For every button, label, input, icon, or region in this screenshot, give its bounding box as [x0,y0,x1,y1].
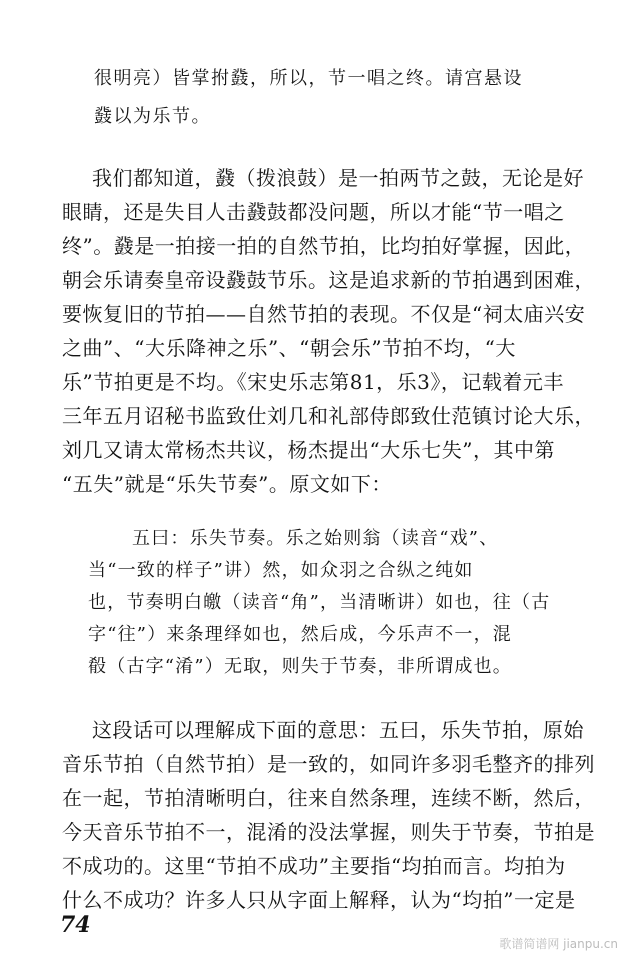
quote-block-line: 殽（古字“淆”）无取，则失于节奏，非所谓成也。 [88,656,513,677]
paragraph-line: 今天音乐节拍不一，混淆的没法掌握，则失于节奏，节拍是 [62,820,595,844]
paragraph-line: 在一起，节拍清晰明白，往来自然条理，连续不断，然后， [62,786,595,810]
paragraph-line: 我们都知道，鼗（拨浪鼓）是一拍两节之鼓，无论是好 [92,166,584,190]
quote-block-line: 也，节奏明白皦（读音“角”，当清晰讲）如也，往（古 [88,592,551,613]
paragraph-line: “五失”就是“乐失节奏”。原文如下： [62,472,392,496]
paragraph-line: 三年五月诏秘书监致仕刘几和礼部侍郎致仕范镇讨论大乐， [62,404,595,428]
quote-block-line: 当“一致的样子”讲）然，如众羽之合纵之纯如 [88,560,474,581]
site-watermark: 歌谱简谱网 jianpu.cn [499,937,618,951]
paragraph-line: 什么不成功？许多人只从字面上解释，认为“均拍”一定是 [62,888,576,912]
paragraph-line: 之曲”、“大乐降神之乐”、“朝会乐”节拍不均，“大 [62,336,516,360]
quote-block-line: 字“往”）来条理绎如也，然后成，今乐声不一，混 [88,624,513,645]
paragraph-line: 乐”节拍更是不均。《宋史乐志第81，乐3》，记载着元丰 [62,370,564,394]
paragraph-line: 这段话可以理解成下面的意思：五曰，乐失节拍，原始 [92,718,584,742]
paragraph-line: 刘几又请太常杨杰共议，杨杰提出“大乐七失”，其中第 [62,438,555,462]
page-number: 74 [60,912,91,938]
quote-block-line: 五曰：乐失节奏。乐之始则翁（读音“戏”、 [132,528,499,549]
paragraph-line: 音乐节拍（自然节拍）是一致的，如同许多羽毛整齐的排列 [62,752,595,776]
paragraph-line: 要恢复旧的节拍——自然节拍的表现。不仅是“祠太庙兴安 [62,302,586,326]
paragraph-line: 朝会乐请奏皇帝设鼗鼓节乐。这是追求新的节拍遇到困难， [62,268,595,292]
quote-top-line: 很明亮）皆掌拊鼗，所以，节一唱之终。请宫悬设 [94,68,523,89]
paragraph-line: 终”。鼗是一拍接一拍的自然节拍，比均拍好掌握，因此， [62,234,586,258]
paragraph-line: 不成功的。这里“节拍不成功”主要指“均拍而言。均拍为 [62,854,566,878]
quote-top-line: 鼗以为乐节。 [94,106,211,127]
paragraph-line: 眼睛，还是失目人击鼗鼓都没问题，所以才能“节一唱之 [62,200,565,224]
